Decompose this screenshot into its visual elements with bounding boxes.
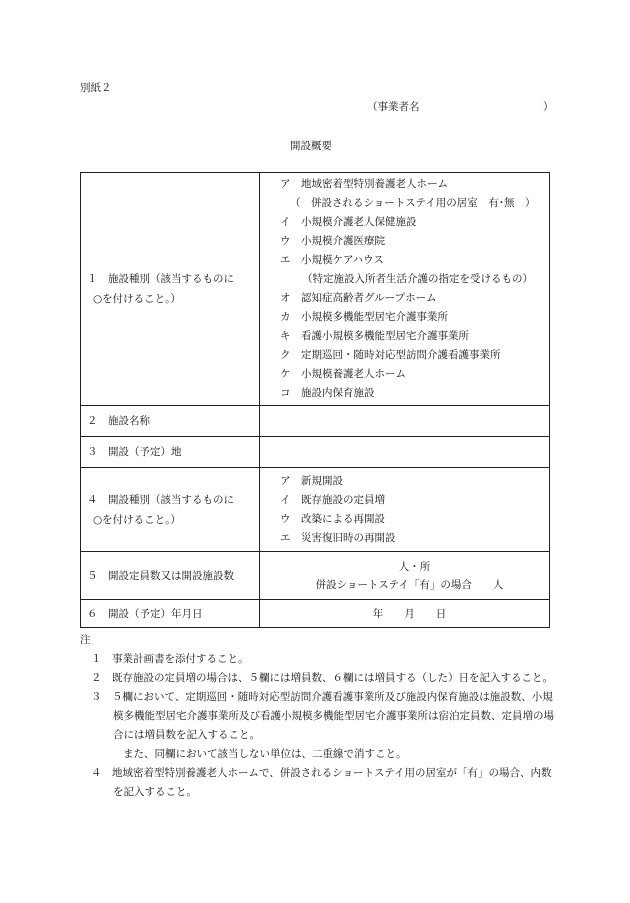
option-item: ケ 小規模養護老人ホーム — [280, 368, 406, 380]
option-item: イ 小規模介護老人保健施設 — [280, 216, 417, 228]
option-item: ク 定期巡回・随時対応型訪問介護看護事業所 — [280, 349, 501, 361]
facility-type-options — [260, 173, 550, 406]
overview-table — [80, 172, 550, 628]
option-item: キ 看護小規模多機能型居宅介護事業所 — [280, 330, 469, 342]
opening-type-label — [81, 468, 260, 552]
note-2: ２ 既存施設の定員増の場合は、５欄には増員数、６欄には増員する（した）日を記入すること。 — [91, 672, 553, 684]
notes-section — [80, 631, 558, 802]
location-field[interactable] — [260, 437, 550, 468]
opening-type-label-line2: ○を付けること。） — [93, 513, 181, 526]
option-item: カ 小規模多機能型居宅介護事業所 — [280, 311, 448, 323]
option-item: ア 地域密着型特別養護老人ホーム — [280, 178, 448, 190]
row-opening-date — [81, 600, 550, 628]
notes-heading: 注 — [80, 634, 91, 646]
capacity-short-stay: 併設ショートステイ「有」の場合 人 — [315, 578, 504, 591]
opening-date-label: ６ 開設（予定）年月日 — [81, 600, 260, 628]
option-item: ウ 小規模介護医療院 — [280, 235, 385, 247]
attachment-label: 別紙２ — [80, 82, 112, 94]
location-label: ３ 開設（予定）地 — [81, 437, 260, 468]
row-capacity — [81, 552, 550, 600]
option-subnote: （ 併設されるショートステイ用の居室 有･無 ） — [290, 197, 536, 209]
opening-type-label-line1: ４ 開設種別（該当するものに — [87, 493, 234, 506]
facility-type-label-line1: １ 施設種別（該当するものに — [87, 273, 234, 285]
row-location — [81, 437, 550, 468]
option-item: イ 既存施設の定員増 — [280, 493, 385, 506]
page-title: 開設概要 — [290, 140, 332, 152]
row-facility-name — [81, 406, 550, 437]
facility-name-field[interactable] — [260, 406, 550, 437]
option-item: コ 施設内保育施設 — [280, 387, 375, 399]
capacity-label: ５ 開設定員数又は開設施設数 — [81, 552, 260, 600]
facility-type-label-line2: ○を付けること。） — [93, 293, 181, 305]
note-3: ３ ５欄において、定期巡回・随時対応型訪問介護看護事業所及び施設内保育施設は施設数、小規模多機能型居宅介護事業所及び看護小規模多機能型居宅介護事業所は宿泊定員数、定員増の場合には増員数を記入すること。 — [91, 691, 554, 741]
facility-name-label: ２ 施設名称 — [81, 406, 260, 437]
operator-name-open: （事業者名 — [367, 101, 420, 113]
option-item: エ 小規模ケアハウス — [280, 254, 384, 266]
row-facility-type — [81, 173, 550, 406]
operator-name-close: ） — [543, 101, 554, 113]
capacity-unit: 人・所 — [398, 560, 431, 573]
facility-type-label — [81, 173, 260, 406]
note-4: ４ 地域密着型特別養護老人ホームで、併設されるショートステイ用の居室が「有」の場合、内数を記入すること。 — [91, 767, 552, 798]
option-item: オ 認知症高齢者グループホーム — [280, 292, 437, 304]
opening-date-field[interactable]: 年 月 日 — [260, 600, 550, 628]
opening-type-options — [260, 468, 550, 552]
option-item: エ 災害復旧時の再開設 — [280, 531, 396, 544]
note-3-supplement: また、同欄において該当しない単位は、二重線で消すこと。 — [123, 748, 407, 760]
capacity-field[interactable] — [260, 552, 550, 600]
option-item: ア 新規開設 — [280, 474, 343, 487]
note-1: １ 事業計画書を添付すること。 — [91, 653, 249, 665]
option-subnote: （特定施設入所者生活介護の指定を受けるもの） — [302, 273, 533, 285]
row-opening-type — [81, 468, 550, 552]
option-item: ウ 改築による再開設 — [280, 512, 385, 525]
